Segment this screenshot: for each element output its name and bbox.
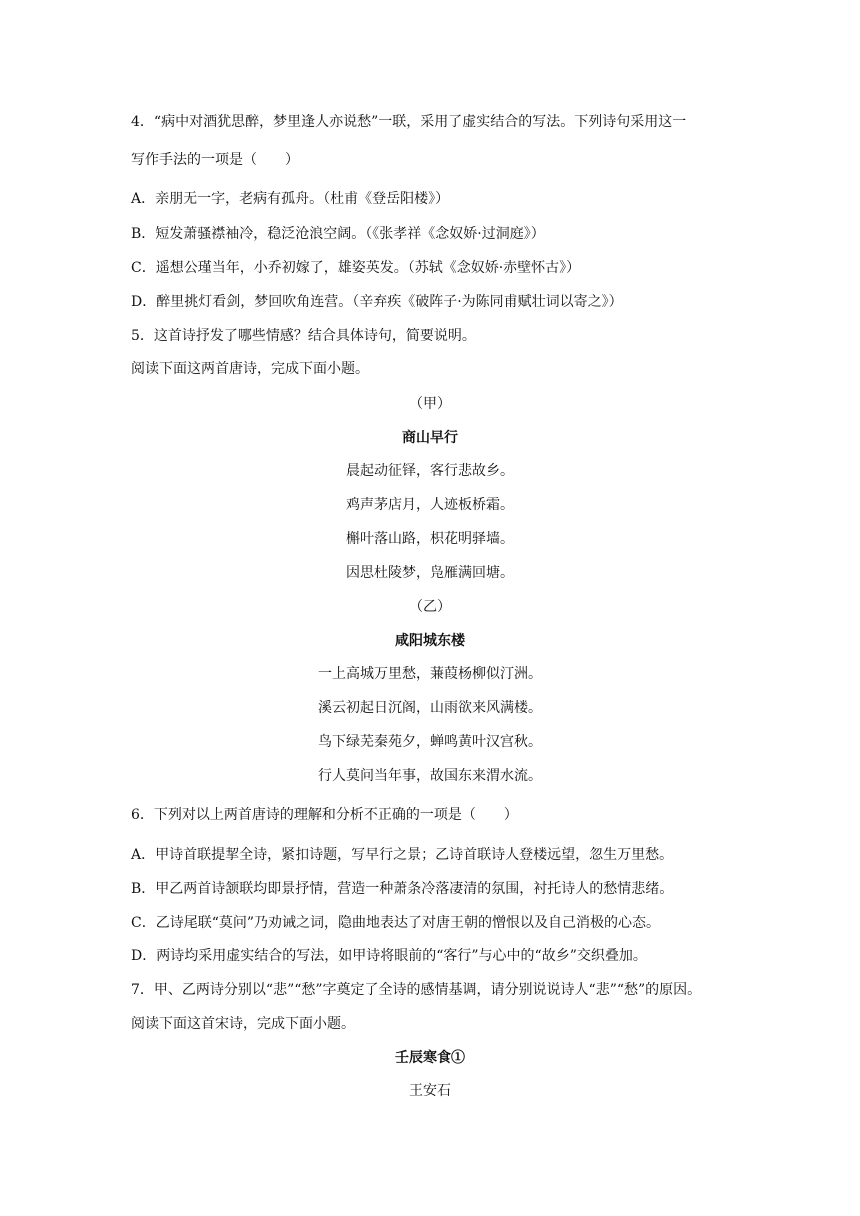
poem-a-title: 商山早行: [402, 430, 458, 446]
q4-option-b: B．短发萧骚襟袖冷，稳泛沧浪空阔。（《张孝祥《念奴娇·过洞庭》）: [131, 226, 545, 242]
poem-b-title: 咸阳城东楼: [395, 633, 465, 649]
poem-b-line: 溪云初起日沉阁，山雨欲来风满楼。: [318, 700, 542, 716]
reading1-intro: 阅读下面这两首唐诗，完成下面小题。: [131, 361, 369, 377]
poem-a-line: 因思杜陵梦，凫雁满回塘。: [346, 565, 514, 581]
poem-a-line: 晨起动征铎，客行悲故乡。: [346, 463, 514, 479]
q6-option-b: B．甲乙两首诗颔联均即景抒情，营造一种萧条冷落凄清的氛围，衬托诗人的愁情悲绪。: [131, 881, 674, 897]
q4-stem-line1: 4．“病中对酒犹思醉，梦里逢人亦说愁”一联，采用了虚实结合的写法。下列诗句采用这一: [131, 114, 687, 130]
q5-stem: 5．这首诗抒发了哪些情感？结合具体诗句，简要说明。: [131, 328, 476, 344]
q4-option-d: D．醉里挑灯看剑，梦回吹角连营。（辛弃疾《破阵子·为陈同甫赋壮词以寄之》）: [131, 294, 623, 310]
poem-b-line: 鸟下绿芜秦苑夕，蝉鸣黄叶汉宫秋。: [318, 734, 542, 750]
q6-option-c: C．乙诗尾联“莫问”乃劝诫之词，隐曲地表达了对唐王朝的憎恨以及自己消极的心态。: [131, 915, 661, 931]
q7-stem: 7．甲、乙两诗分别以“悲”“愁”字奠定了全诗的感情基调，请分别说说诗人“悲”“愁”的原因。: [131, 982, 702, 998]
poem-a-line: 槲叶落山路，枳花明驿墙。: [346, 531, 514, 547]
q4-stem-line2: 写作手法的一项是（ ）: [131, 152, 299, 168]
poem-a-line: 鸡声茅店月，人迹板桥霜。: [346, 497, 514, 513]
q6-option-a: A．甲诗首联提挈全诗，紧扣诗题，写早行之景；乙诗首联诗人登楼远望，忽生万里愁。: [131, 847, 674, 863]
poem-b-line: 一上高城万里愁，蒹葭杨柳似汀洲。: [318, 666, 542, 682]
q6-option-d: D．两诗均采用虚实结合的写法，如甲诗将眼前的“客行”与心中的“故乡”交织叠加。: [131, 948, 647, 964]
q6-stem: 6．下列对以上两首唐诗的理解和分析不正确的一项是（ ）: [131, 807, 518, 823]
poem-c-author: 王安石: [409, 1083, 451, 1099]
poem-b-marker: （乙）: [409, 599, 451, 615]
poem-a-marker: （甲）: [409, 396, 451, 412]
q4-option-a: A．亲朋无一字，老病有孤舟。（杜甫《登岳阳楼》）: [131, 191, 450, 207]
reading2-intro: 阅读下面这首宋诗，完成下面小题。: [131, 1016, 355, 1032]
poem-c-title: 壬辰寒食①: [395, 1050, 465, 1066]
q4-option-c: C．遥想公瑾当年，小乔初嫁了，雄姿英发。（苏轼《念奴娇·赤壁怀古》）: [131, 260, 581, 276]
poem-b-line: 行人莫问当年事，故国东来渭水流。: [318, 768, 542, 784]
